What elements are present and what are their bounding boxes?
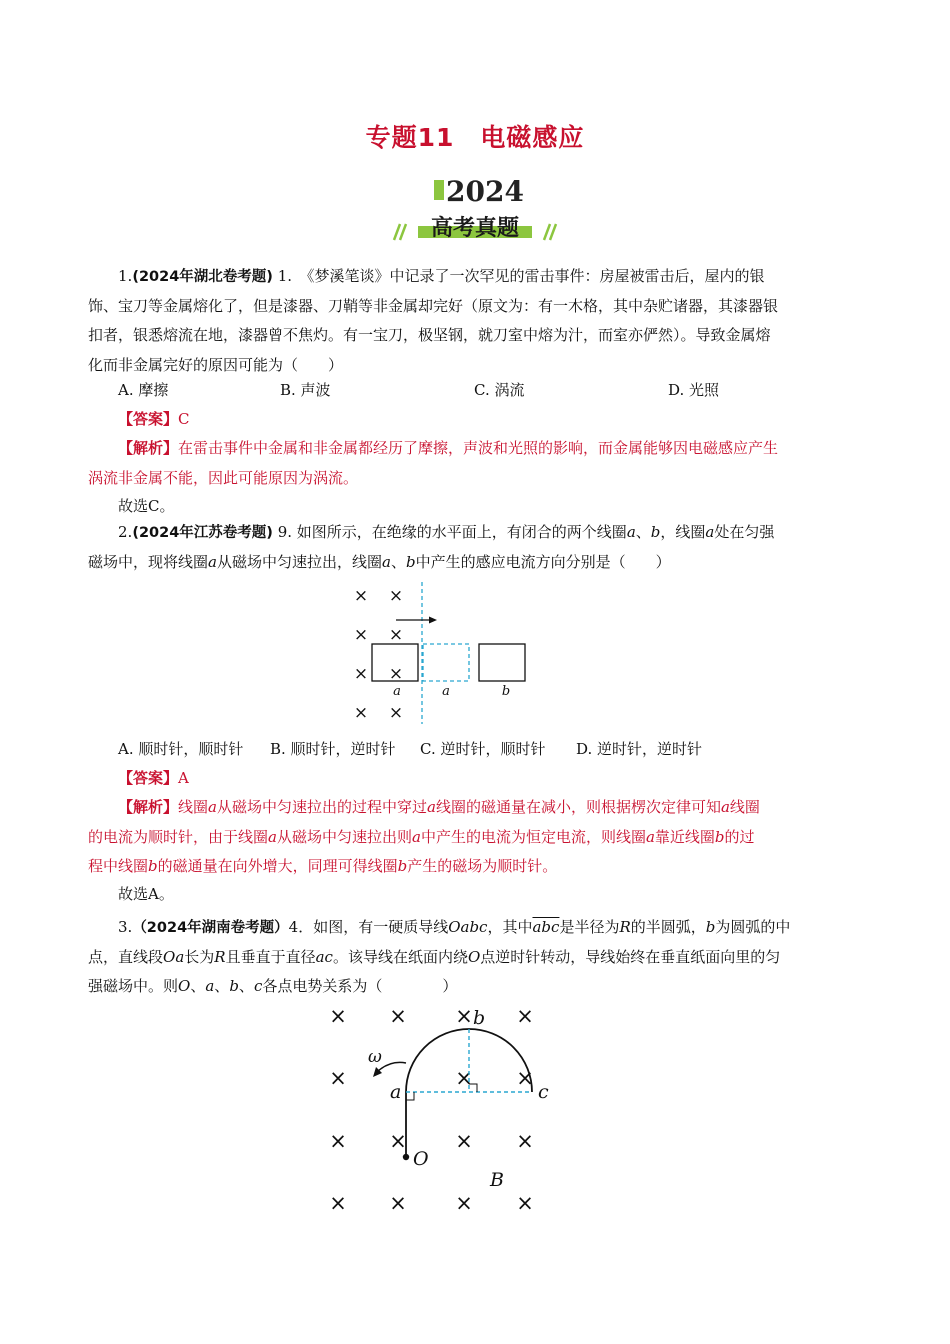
q3-l3-d: 、 (238, 977, 254, 995)
q2-l2-v2: a (381, 552, 391, 571)
q2-an3-v1: b (148, 857, 158, 875)
q1-option-b[interactable]: B. 声波 (280, 381, 331, 399)
q1-option-d[interactable]: D. 光照 (668, 381, 720, 399)
q3-field-cross: × (329, 1004, 347, 1028)
q2-number: 2. (118, 523, 133, 541)
q2-option-b[interactable]: B. 顺时针，逆时针 (270, 740, 396, 758)
q3-l2-v1: Oa (163, 947, 185, 966)
q3-l2-d: 。该导线在纸面内绕 (332, 947, 468, 966)
q3-source: （2024年湖南卷考题） (132, 920, 289, 936)
q3-l1-d: 的半圆弧， (630, 918, 706, 936)
q2-field-cross: × (353, 703, 369, 723)
q2-analysis (88, 793, 863, 823)
q2-field-cross: × (353, 586, 369, 606)
q3-stem (88, 913, 863, 944)
q3-field-cross: × (516, 1066, 534, 1090)
exam-badge (390, 168, 560, 248)
q2-an2-b: 从磁场中匀速拉出则 (276, 827, 412, 846)
q2-field-cross: × (388, 664, 404, 684)
q2-answer-value: A (178, 769, 189, 787)
q2-an1-a: 线圈 (178, 798, 209, 816)
q2-l2-a: 磁场中，现将线圈 (88, 552, 209, 571)
q2-l1-v1: a (626, 523, 636, 541)
q1-line-2: 饰、宝刀等金属熔化了，但是漆器、刀鞘等非金属却完好（原文为：有一木格，其中杂贮诸器，其漆器银 (88, 296, 779, 315)
q3-field-cross: × (329, 1129, 347, 1153)
q2-l1-a: 9. 如图所示，在绝缘的水平面上，有闭合的两个线圈 (277, 523, 627, 541)
badge-year: 2024 (446, 175, 524, 208)
q3-label-a: a (390, 1081, 402, 1103)
q3-field-cross: × (516, 1191, 534, 1215)
q3-field-cross: × (389, 1004, 407, 1028)
q3-right-angle-a (406, 1092, 414, 1100)
q2-answer-tag: 【答案】 (118, 769, 179, 787)
page-title: 专题11 电磁感应 (365, 123, 585, 152)
q3-label-B: B (490, 1169, 504, 1191)
q2-figure (345, 582, 545, 724)
q2-answer (88, 764, 863, 794)
q2-an2-v1: a (268, 827, 277, 846)
q2-field-cross: × (353, 664, 369, 684)
q3-field-cross: × (329, 1191, 347, 1215)
q1-analysis (88, 434, 863, 464)
q1-stem-cont (88, 292, 863, 381)
q2-l1-c: ，线圈 (660, 523, 706, 541)
q2-source: (2024年江苏卷考题) (132, 525, 273, 541)
q3-l2-a: 点，直线段 (88, 947, 164, 966)
q2-l1-d: 处在匀强 (714, 523, 775, 541)
q2-label-b: b (501, 684, 511, 699)
q2-l1-b: 、 (635, 523, 651, 541)
q1-line-4: 化而非金属完好的原因可能为（ ） (88, 355, 344, 374)
q1-stem (88, 262, 863, 293)
q2-label-a: a (393, 684, 401, 699)
q1-line-1: 1. 《梦溪笔谈》中记录了一次罕见的雷击事件：房屋被雷击后，屋内的银 (277, 267, 765, 285)
q3-l3-b: 、 (190, 977, 206, 995)
badge-green-accent (434, 180, 444, 200)
q3-field-cross: × (455, 1004, 473, 1028)
q2-an2-e: 的过 (724, 827, 755, 846)
q3-l2-b: 长为 (184, 947, 215, 966)
q2-coil-b (479, 644, 525, 681)
q2-an1-v1: a (208, 798, 217, 816)
q3-number: 3. (118, 918, 133, 936)
q3-l3-v4: c (253, 977, 263, 995)
q1-analysis-cont (88, 464, 863, 494)
q2-field-cross: × (388, 625, 404, 645)
q2-an1-d: 线圈 (729, 798, 760, 816)
q3-l1-a: 4．如图，有一硬质导线 (288, 918, 449, 936)
q2-field-cross: × (388, 586, 404, 606)
q2-an2-c: 中产生的电流为恒定电流，则线圈 (420, 827, 646, 846)
q2-an1-v2: a (427, 798, 436, 816)
q3-l1-v2: $\overline{abc}$ (532, 918, 560, 936)
badge-label: 高考真题 (430, 216, 520, 241)
badge-stripes-right (544, 224, 556, 240)
q2-conclusion (88, 880, 863, 910)
q2-coil-a-moved (423, 644, 469, 681)
q2-l2-b: 从磁场中匀速拉出，线圈 (216, 552, 382, 571)
q2-an3-v2: b (397, 857, 408, 875)
q3-pivot-O (403, 1154, 409, 1160)
q2-option-d[interactable]: D. 逆时针，逆时针 (576, 740, 703, 758)
q3-l2-c: 且垂直于直径 (225, 947, 316, 966)
q1-option-c[interactable]: C. 涡流 (474, 381, 525, 399)
q1-option-a[interactable]: A. 摩擦 (118, 381, 169, 399)
q1-analysis-2: 涡流非金属不能，因此可能原因为涡流。 (88, 468, 359, 487)
q3-l1-v4: b (705, 918, 716, 936)
q2-an3-c: 产生的磁场为顺时针。 (407, 857, 558, 875)
q2-conclusion-text: 故选A。 (118, 885, 174, 903)
q3-l1-v3: R (619, 918, 631, 936)
q3-field-cross: × (389, 1191, 407, 1215)
q2-l2-c: 、 (390, 552, 406, 571)
q3-field-cross: × (455, 1066, 473, 1090)
q2-an2-v4: b (714, 827, 725, 846)
q2-label-a-moved: a (442, 684, 450, 699)
q1-answer-value: C (178, 410, 190, 428)
q3-label-omega: ω (368, 1047, 382, 1067)
q3-field-cross: × (516, 1004, 534, 1028)
q3-l1-c: 是半径为 (559, 918, 620, 936)
q2-an3-b: 的磁通量在向外增大，同理可得线圈 (157, 857, 398, 875)
q3-l1-v1: Oabc (448, 918, 488, 936)
q2-field-cross: × (353, 625, 369, 645)
q1-answer-tag: 【答案】 (118, 410, 179, 428)
q3-figure (318, 1000, 558, 1225)
q3-l3-c: 、 (214, 977, 230, 995)
q3-l3-v3: b (229, 977, 239, 995)
q3-label-b: b (473, 1007, 486, 1029)
q3-l2-v4: O (467, 947, 481, 966)
q1-line-3: 扣者，银悉熔流在地，漆器曾不焦灼。有一宝刀，极坚钢，就刀室中熔为汁，而室亦俨然）。导致金属熔 (88, 326, 771, 344)
q3-stem-cont (88, 943, 863, 1002)
q3-label-c: c (538, 1081, 549, 1103)
q2-l1-v3: a (705, 523, 715, 541)
q3-l2-v2: R (214, 947, 226, 966)
q2-an1-b: 从磁场中匀速拉出的过程中穿过 (216, 798, 427, 816)
q2-l2-v1: a (208, 552, 217, 571)
q2-option-c[interactable]: C. 逆时针，顺时针 (420, 740, 546, 758)
q2-analysis-cont (88, 823, 863, 882)
q2-analysis-tag: 【解析】 (118, 798, 179, 816)
q3-l3-v1: O (178, 977, 191, 995)
q3-field-cross: × (389, 1129, 407, 1153)
q3-field-cross: × (329, 1066, 347, 1090)
q2-stem (88, 518, 863, 549)
badge-stripes-left (394, 224, 406, 240)
q3-field-cross: × (455, 1191, 473, 1215)
q1-analysis-tag: 【解析】 (118, 439, 179, 457)
q2-stem-cont (88, 548, 863, 578)
q2-l1-v2: b (650, 523, 661, 541)
q2-an2-v2: a (411, 827, 421, 846)
q1-conclusion-text: 故选C。 (118, 497, 175, 515)
q3-l3-e: 各点电势关系为（ ） (262, 977, 458, 995)
q3-l1-e: 为圆弧的中 (715, 918, 791, 936)
q3-l1-b: ，其中 (487, 918, 533, 936)
q1-analysis-1: 在雷击事件中金属和非金属都经历了摩擦，声波和光照的影响，而金属能够因电磁感应产生 (178, 439, 779, 457)
q1-source: (2024年湖北卷考题) (132, 269, 273, 285)
q1-number: 1. (118, 267, 133, 285)
q2-an1-c: 线圈的磁通量在减小，则根据楞次定律可知 (435, 798, 721, 816)
q2-an3-a: 程中线圈 (88, 857, 149, 875)
q2-an1-v3: a (720, 798, 730, 816)
q3-l3-a: 强磁场中。则 (88, 977, 179, 995)
q2-field-cross: × (388, 703, 404, 723)
q2-pull-arrowhead (429, 617, 437, 624)
q3-l3-v2: a (205, 977, 215, 995)
q2-an2-a: 的电流为顺时针，由于线圈 (88, 827, 269, 846)
q1-answer (88, 405, 863, 435)
q3-field-cross: × (516, 1129, 534, 1153)
q3-l2-e: 点逆时针转动，导线始终在垂直纸面向里的匀 (480, 947, 781, 966)
q3-label-O: O (413, 1148, 429, 1170)
q3-l2-v3: ac (315, 947, 333, 966)
q2-option-a[interactable]: A. 顺时针，顺时针 (118, 740, 244, 758)
q2-an2-v3: a (645, 827, 655, 846)
q2-an2-d: 靠近线圈 (654, 827, 715, 846)
q2-l2-v3: b (405, 552, 416, 571)
q2-l2-d: 中产生的感应电流方向分别是（ ） (415, 552, 671, 571)
q3-field-cross: × (455, 1129, 473, 1153)
